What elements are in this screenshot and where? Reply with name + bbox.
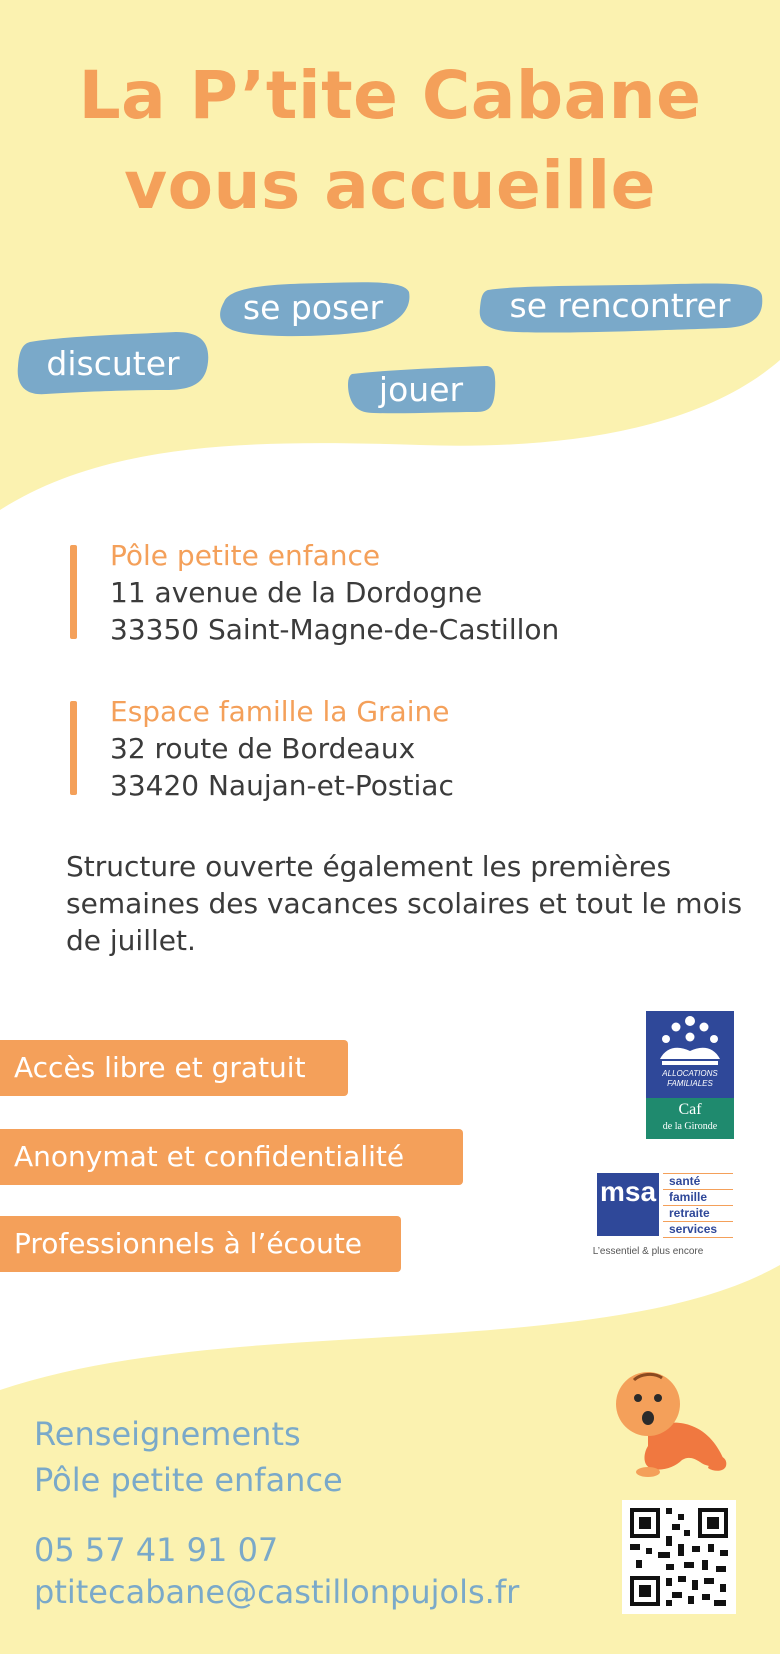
bubble-se-poser [214,280,412,338]
feature-free-access: Accès libre et gratuit [0,1040,348,1096]
msa-word: santé [669,1174,701,1188]
address-street: 11 avenue de la Dordogne [110,576,483,609]
contact-label-2: Pôle petite enfance [34,1461,343,1499]
bubble-label: se rencontrer [509,286,731,325]
caf-line-2: FAMILIALES [667,1079,713,1088]
msa-word: services [669,1222,718,1236]
msa-mark: msa [599,1176,657,1207]
feature-anonymity: Anonymat et confidentialité [0,1129,463,1185]
contact-label-1: Renseignements [34,1415,301,1453]
bubble-label: se poser [242,288,384,327]
accent-bar [70,701,77,795]
address-city: 33350 Saint-Magne-de-Castillon [110,613,560,646]
caf-figures-icon [646,1011,734,1069]
feature-professionals: Professionnels à l’écoute [0,1216,401,1272]
title-line-2: vous accueille [124,147,656,224]
bubble-discuter [16,332,210,396]
msa-logo [563,1173,733,1263]
msa-word: retraite [669,1206,710,1220]
caf-line-1: ALLOCATIONS [662,1069,718,1078]
address-heading: Pôle petite enfance [110,539,381,572]
address-city: 33420 Naujan-et-Postiac [110,769,454,802]
bubble-se-rencontrer [476,282,764,334]
bubble-label: jouer [378,370,464,409]
address-heading: Espace famille la Graine [110,695,450,728]
qr-code[interactable] [622,1500,736,1614]
title-line-1: La P’tite Cabane [78,57,702,134]
contact-phone[interactable]: 05 57 41 91 07 [34,1531,279,1569]
caf-dept: de la Gironde [662,1121,718,1132]
qr-code-icon [622,1500,736,1614]
msa-tagline: L’essentiel & plus encore [592,1246,704,1257]
crawling-baby-icon [608,1360,734,1478]
msa-word: famille [669,1190,708,1204]
caf-name: Caf [678,1101,702,1118]
contact-email[interactable]: ptitecabane@castillonpujols.fr [34,1573,520,1611]
bubble-label: discuter [46,344,180,383]
bubble-jouer [346,366,496,414]
address-street: 32 route de Bordeaux [110,732,416,765]
opening-note: Structure ouverte également les premières semaines des vacances scolaires et tout le mois de juillet. [66,850,743,957]
accent-bar [70,545,77,639]
caf-logo [646,1011,734,1139]
